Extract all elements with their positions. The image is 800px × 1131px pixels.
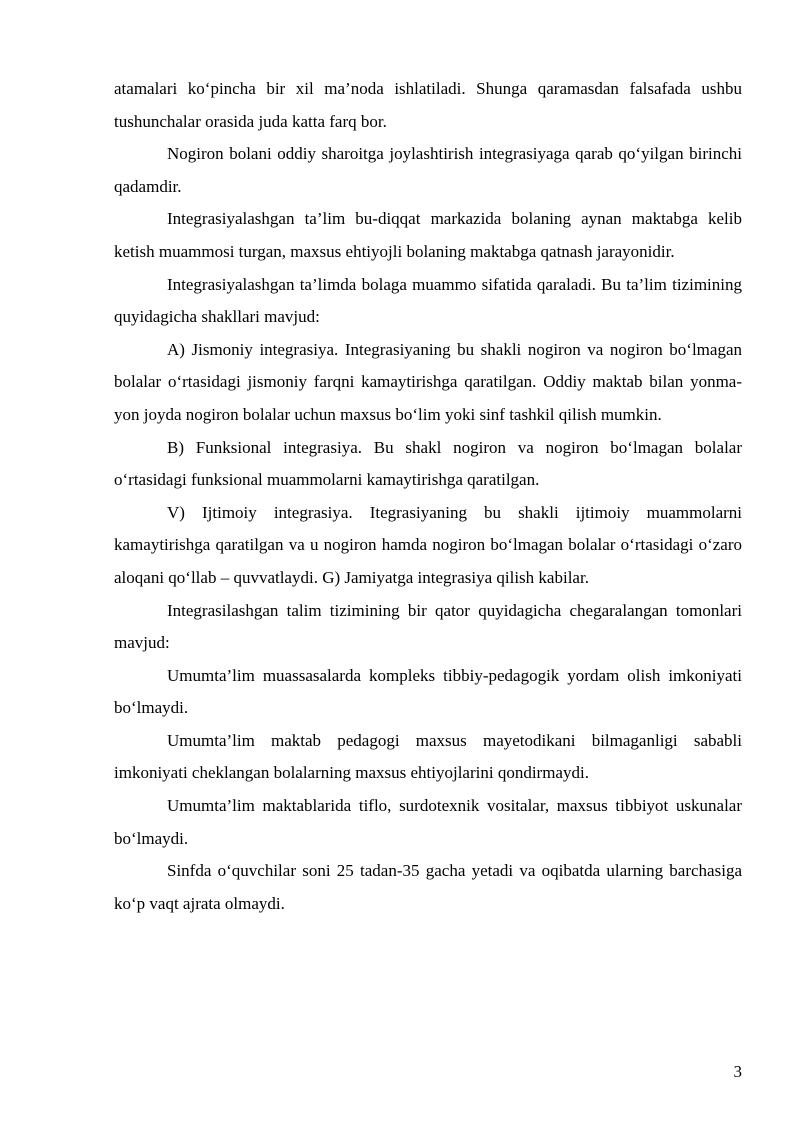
page-number: 3 (733, 1062, 742, 1081)
paragraph-3: Integrasiyalashgan ta’lim bu-diqqat markazida bolaning aynan maktabga kelib ketish muammosi turgan, maxsus ehtiyojli bolaning maktabga qatnash jarayonidir. (114, 209, 742, 261)
paragraph-2: Nogiron bolani oddiy sharoitga joylashtirish integrasiyaga qarab qo‘yilgan birinchi qadamdir. (114, 144, 742, 196)
document-body (114, 73, 742, 920)
paragraph-10: Umumta’lim maktab pedagogi maxsus mayetodikani bilmaganligi sababli imkoniyati cheklangan bolalarning maxsus ehtiyojlarini qondirmaydi. (114, 730, 742, 783)
paragraph-5: A) Jismoniy integrasiya. Integrasiyaning bu shakli nogiron va nogiron bo‘lmagan bolalar o‘rtasidagi jismoniy farqni kamaytirishga qaratilgan. Oddiy maktab bilan yonma-yon joyda nogiron bolalar uchun maxsus bo‘lim yoki sinf tashkil qilish mumkin. (114, 339, 742, 424)
paragraph-8: Integrasilashgan talim tizimining bir qator quyidagicha chegaralangan tomonlari mavjud: (114, 600, 742, 653)
paragraph-1: atamalari ko‘pincha bir xil ma’noda ishlatiladi. Shunga qaramasdan falsafada ushbu tushunchalar orasida juda katta farq bor. (114, 79, 742, 131)
paragraph-6: B) Funksional integrasiya. Bu shakl nogiron va nogiron bo‘lmagan bolalar o‘rtasidagi funksional muammolarni kamaytirishga qaratilgan. (114, 437, 742, 490)
paragraph-11: Umumta’lim maktablarida tiflo, surdotexnik vositalar, maxsus tibbiyot uskunalar bo‘lmaydi. (114, 796, 742, 848)
paragraph-7: V) Ijtimoiy integrasiya. Itegrasiyaning bu shakli ijtimoiy muammolarni kamaytirishga qaratilgan va u nogiron hamda nogiron bo‘lmagan bolalar o‘rtasidagi o‘zaro aloqani qo‘llab – quvvatlaydi. G) Jamiyatga integrasiya qilish kabilar. (114, 502, 742, 587)
paragraph-9: Umumta’lim muassasalarda kompleks tibbiy-pedagogik yordam olish imkoniyati bo‘lmaydi. (114, 665, 742, 718)
paragraph-4: Integrasiyalashgan ta’limda bolaga muammo sifatida qaraladi. Bu ta’lim tizimining quyidagicha shakllari mavjud: (114, 274, 742, 327)
paragraph-12: Sinfda o‘quvchilar soni 25 tadan-35 gacha yetadi va oqibatda ularning barchasiga ko‘p vaqt ajrata olmaydi. (114, 861, 742, 913)
